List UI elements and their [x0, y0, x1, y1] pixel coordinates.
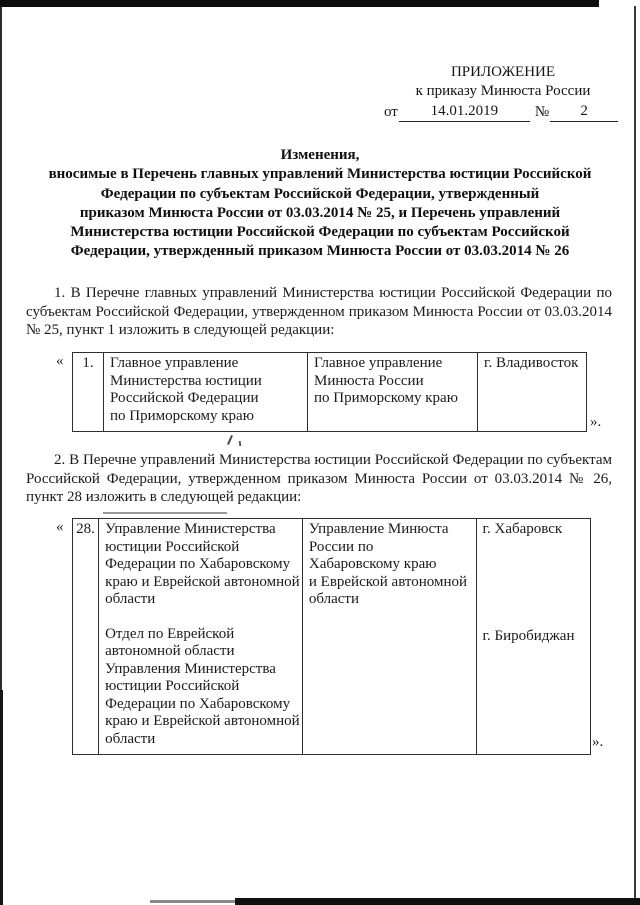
- order-date-line: [383, 102, 623, 122]
- close-quote-table1: ».: [590, 414, 602, 430]
- scan-smudge: [103, 512, 227, 514]
- date-prefix: от: [384, 104, 398, 120]
- scan-edge-bottom: [235, 898, 640, 905]
- scan-pen-mark: [239, 441, 242, 446]
- city-cell: г. Хабаровск г. Биробиджан: [476, 519, 590, 755]
- scan-edge-left-thick: [0, 690, 3, 905]
- title-line: Изменения,: [280, 147, 360, 163]
- number-sign: №: [534, 104, 550, 120]
- city-cell: г. Владивосток: [478, 353, 587, 432]
- table-row: [73, 519, 591, 755]
- open-quote-table2: «: [56, 519, 64, 535]
- appendix-header: [383, 63, 623, 122]
- table-row: [73, 353, 587, 432]
- old-name-cell: Главное управление Министерства юстиции Российской Федерации по Приморскому краю: [104, 353, 308, 432]
- open-quote-table1: «: [56, 353, 64, 369]
- amendment-table-1: [72, 352, 587, 432]
- new-name-cell: Главное управление Минюста России по Приморскому краю: [308, 353, 478, 432]
- row-number-cell: 28.: [73, 519, 99, 755]
- new-name-cell: Управление Минюста России по Хабаровскому краю и Еврейской автономной области: [302, 519, 476, 755]
- title-line: Федерации, утвержденный приказом Минюста России от 03.03.2014 № 26: [70, 243, 570, 260]
- paragraph-1: 1. В Перечне главных управлений Министерства юстиции Российской Федерации по субъектам Российской Федерации, утвержденном приказом Минюста России от 03.03.2014 № 25, пункт 1 изложить в следующей редакции:: [26, 285, 612, 338]
- row-number-cell: 1.: [73, 353, 104, 432]
- scan-edge-top: [0, 0, 599, 7]
- old-name-cell: Управление Министерства юстиции Российской Федерации по Хабаровскому краю и Еврейской автономной области Отдел по Еврейской автономной области Управления Министерства юстиции Российской Федерации по Хабаровскому краю и Еврейской автономной области: [99, 519, 303, 755]
- title-line: приказом Минюста России от 03.03.2014 № 25, и Перечень управлений: [79, 204, 561, 221]
- order-number-value: 2: [550, 102, 618, 122]
- title-line: Министерства юстиции Российской Федерации по субъектам Российской: [70, 224, 570, 241]
- scan-edge-right: [634, 6, 636, 905]
- title-line: Федерации по субъектам Российской Федерации, утвержденный: [100, 185, 540, 202]
- appendix-label: ПРИЛОЖЕНИЕ: [450, 64, 556, 80]
- scan-edge-bottom-gray: [150, 900, 235, 903]
- title-line: вносимые в Перечень главных управлений Министерства юстиции Российской: [48, 166, 592, 183]
- order-date-value: 14.01.2019: [399, 102, 530, 122]
- document-title: [25, 146, 615, 262]
- amendment-table-2: [72, 518, 591, 755]
- close-quote-table2: ».: [592, 734, 604, 750]
- scan-pen-mark: [227, 435, 233, 445]
- order-reference: к приказу Минюста России: [415, 83, 591, 99]
- paragraph-2: 2. В Перечне управлений Министерства юстиции Российской Федерации по субъектам Российской Федерации, утвержденном приказом Минюста России от 03.03.2014 № 26, пункт 28 изложить в следующей редакции:: [26, 452, 612, 505]
